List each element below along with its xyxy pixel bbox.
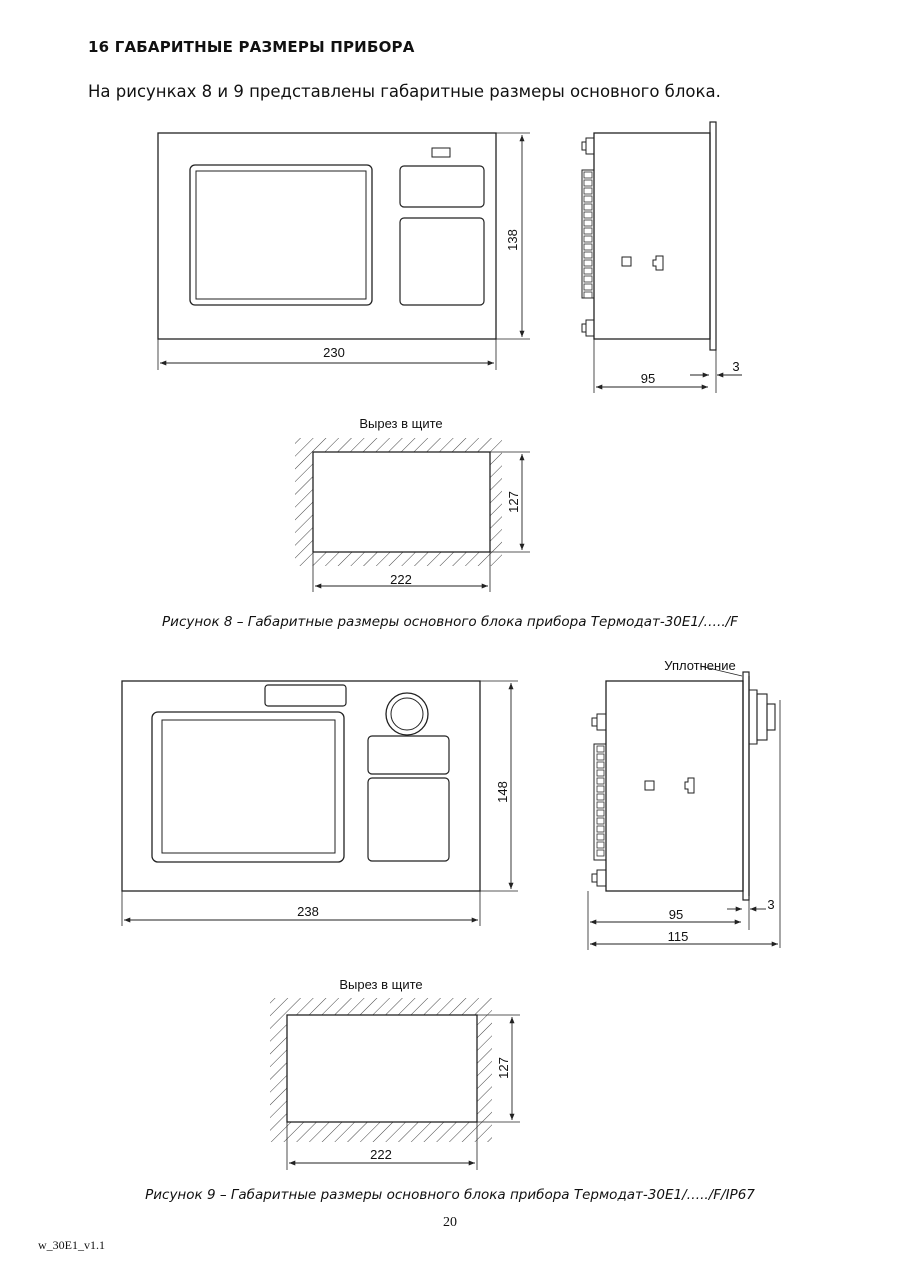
- terminal-segment: [597, 786, 604, 792]
- fig9-panel-cutout: [270, 998, 520, 1170]
- terminal-segment: [597, 834, 604, 840]
- terminal-segment: [584, 260, 592, 266]
- terminal-segment: [584, 236, 592, 242]
- fig9-side-depth: 95: [668, 907, 684, 922]
- fig9-front-width: 238: [297, 904, 319, 919]
- terminal-segment: [584, 188, 592, 194]
- fig8-front-width: 230: [323, 345, 345, 360]
- fig9-front-view: [122, 681, 518, 926]
- fig8-side-depth: 95: [640, 371, 656, 386]
- fig9-cutout-label: Вырез в щите: [339, 977, 423, 992]
- fig8-side-view: [582, 122, 742, 393]
- terminal-segment: [597, 826, 604, 832]
- terminal-segment: [597, 754, 604, 760]
- terminal-segment: [584, 228, 592, 234]
- terminal-segment: [597, 762, 604, 768]
- fig9-side-view: [588, 666, 780, 950]
- terminal-segment: [584, 284, 592, 290]
- terminal-segment: [597, 770, 604, 776]
- terminal-segment: [584, 292, 592, 298]
- fig8-cutout-height: 127: [506, 491, 521, 513]
- terminal-segment: [584, 268, 592, 274]
- terminal-segment: [584, 276, 592, 282]
- fig8-front-height: 138: [505, 229, 520, 251]
- terminal-segment: [584, 204, 592, 210]
- section-title: 16 ГАБАРИТНЫЕ РАЗМЕРЫ ПРИБОРА: [88, 38, 415, 56]
- terminal-segment: [597, 818, 604, 824]
- terminal-segment: [584, 196, 592, 202]
- fig9-side-total-depth: 115: [667, 929, 689, 944]
- page-number: 20: [443, 1215, 457, 1230]
- terminal-segment: [597, 746, 604, 752]
- terminal-segment: [584, 252, 592, 258]
- fig9-cutout-height: 127: [496, 1057, 511, 1079]
- fig8-cutout-width: 222: [390, 572, 412, 587]
- fig9-seal-label: Уплотнение: [664, 658, 736, 673]
- document-id: w_30E1_v1.1: [38, 1238, 105, 1252]
- fig9-cutout-width: 222: [370, 1147, 392, 1162]
- terminal-segment: [584, 172, 592, 178]
- terminal-segment: [597, 842, 604, 848]
- terminal-segment: [584, 180, 592, 186]
- terminal-segment: [597, 810, 604, 816]
- terminal-segment: [597, 778, 604, 784]
- figure8-caption: Рисунок 8 – Габаритные размеры основного блока прибора Термодат-30Е1/…../F: [162, 614, 738, 630]
- fig9-side-flange: 3: [767, 897, 775, 912]
- fig8-side-flange: 3: [732, 359, 740, 374]
- fig8-cutout-label: Вырез в щите: [359, 416, 443, 431]
- intro-paragraph: На рисунках 8 и 9 представлены габаритные размеры основного блока.: [88, 82, 721, 101]
- fig9-front-height: 148: [495, 781, 510, 803]
- terminal-segment: [584, 212, 592, 218]
- figure9-caption: Рисунок 9 – Габаритные размеры основного блока прибора Термодат-30Е1/…../F/IP67: [145, 1187, 755, 1203]
- terminal-segment: [597, 850, 604, 856]
- terminal-segment: [584, 220, 592, 226]
- terminal-segment: [597, 802, 604, 808]
- fig8-front-view: [158, 133, 530, 370]
- fig8-panel-cutout: [295, 438, 530, 592]
- terminal-segment: [597, 794, 604, 800]
- terminal-segment: [584, 244, 592, 250]
